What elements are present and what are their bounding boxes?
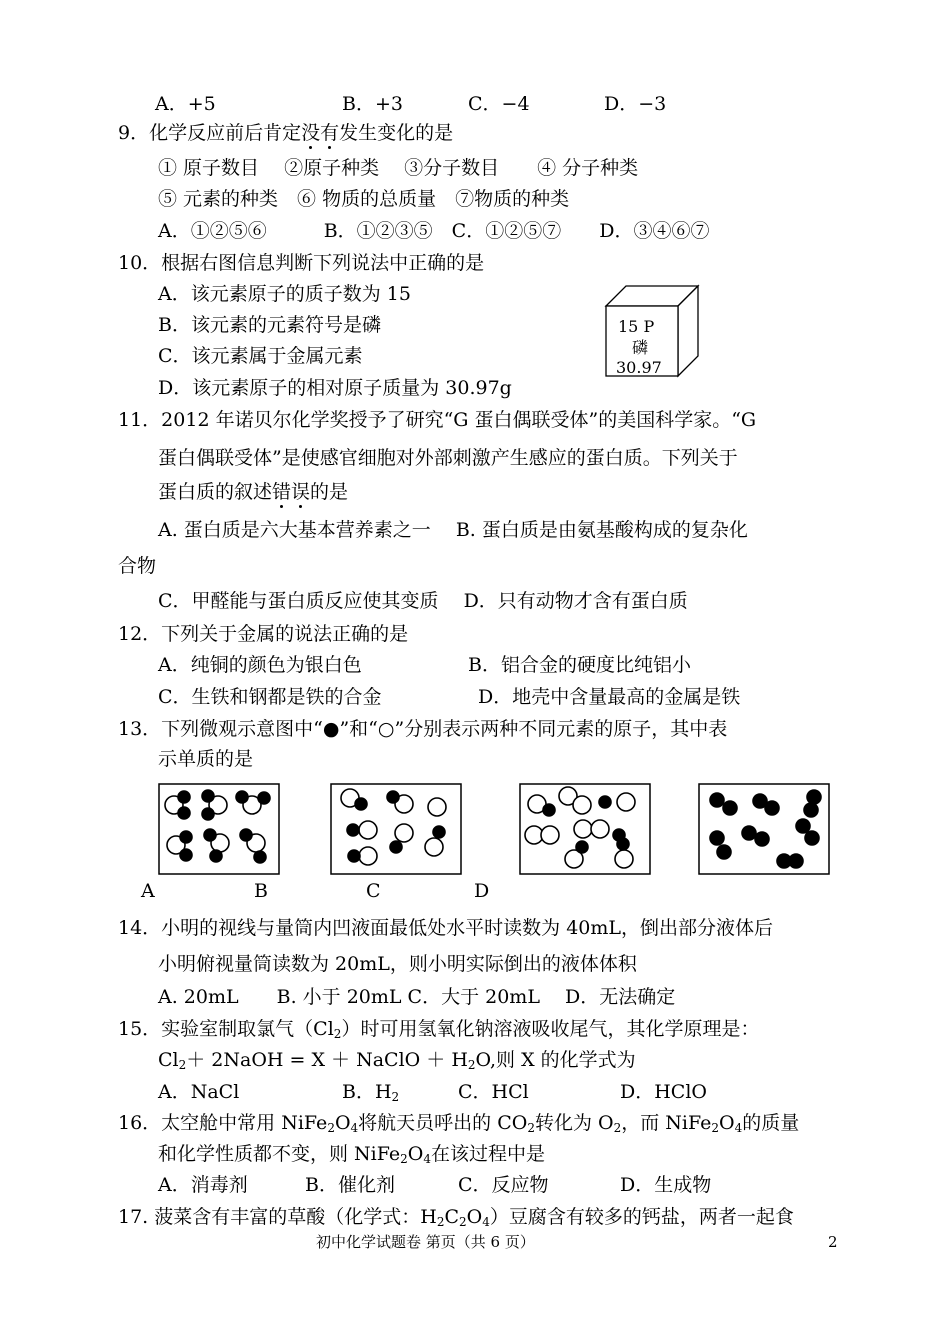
q16-line2: 和化学性质都不变，则 $NiFe_2O_4$在该过程中是	[158, 1143, 546, 1166]
q15-line1: 15．实验室制取氯气$(Cl_2)$时可用氢氧化钠溶液吸收尾气，其化学原理是：	[118, 1018, 760, 1041]
q9-items-row2: ⑤ 元素的种类 ⑥ 物质的总质量 ⑦物质的种类	[158, 188, 570, 210]
element-number-symbol: 15 P	[618, 317, 655, 336]
q10-option-d: D．该元素原子的相对原子质量为 30.97g	[158, 377, 512, 399]
particle-diagram-d	[698, 783, 832, 877]
page-footer: 初中化学试题卷 第页（共 6 页）	[316, 1233, 535, 1251]
particle-diagram-c	[519, 783, 653, 877]
q10-option-c: C．该元素属于金属元素	[158, 345, 363, 367]
element-cube-diagram	[602, 282, 702, 380]
particle-diagram-b	[330, 783, 464, 877]
q15-equation: $Cl_2+$ 2NaOH = X ＋ NaClO ＋ $H_2O$,则 X 的化学式为	[158, 1049, 636, 1072]
q8-option-a: A．+5	[155, 93, 216, 115]
q12-option-d: D．地壳中含量最高的金属是铁	[478, 686, 741, 708]
q16-option-a: A．消毒剂	[158, 1174, 248, 1196]
q14-line1: 14．小明的视线与量筒内凹液面最低处水平时读数为 40mL，倒出部分液体后	[118, 917, 774, 939]
q13-label-c: C	[366, 880, 381, 902]
q11-options-cd: C．甲醛能与蛋白质反应使其变质 D．只有动物才含有蛋白质	[158, 590, 688, 612]
q15-option-d: D．HClO	[620, 1081, 707, 1103]
q15-option-b: B．$H_2$	[342, 1081, 400, 1104]
q8-option-d: D．−3	[604, 93, 667, 115]
q11-line1: 11．2012 年诺贝尔化学奖授予了研究“G 蛋白偶联受体”的美国科学家。“G	[118, 409, 757, 431]
q11-options-ab-cont: 合物	[118, 555, 157, 577]
q15-option-c: C．HCl	[458, 1081, 529, 1103]
q16-option-b: B．催化剂	[305, 1174, 395, 1196]
q12-option-a: A．纯铜的颜色为银白色	[158, 654, 362, 676]
q17-line1: 17. 菠菜含有丰富的草酸（化学式：$H_2C_2O_4$）豆腐含有较多的钙盐，两者一起食	[118, 1206, 794, 1229]
q8-option-b: B．+3	[342, 93, 403, 115]
q9-options: A．①②⑤⑥ B．①②③⑤ C．①②⑤⑦ D．③④⑥⑦	[158, 220, 710, 242]
q10-stem: 10．根据右图信息判断下列说法中正确的是	[118, 252, 485, 274]
q12-stem: 12．下列关于金属的说法正确的是	[118, 623, 409, 645]
q11-line2: 蛋白偶联受体”是使感官细胞对外部刺激产生感应的蛋白质。下列关于	[158, 447, 738, 469]
q13-label-b: B	[254, 880, 268, 902]
q16-line1: 16．太空舱中常用 $NiFe_2O_4$将航天员呼出的 $CO_2$转化为 $O_2$，而 $NiFe_2O_4$的质量	[118, 1112, 800, 1135]
q13-label-a: A	[141, 880, 155, 902]
q9-stem: 9．化学反应前后肯定没有发生变化的是	[118, 122, 454, 144]
q10-option-a: A．该元素原子的质子数为 15	[158, 283, 411, 305]
q8-option-c: C．−4	[468, 93, 530, 115]
element-name: 磷	[632, 338, 649, 357]
particle-diagram-a	[158, 783, 282, 877]
q15-option-a: A．NaCl	[158, 1081, 240, 1103]
q12-option-b: B．铝合金的硬度比纯铝小	[468, 654, 691, 676]
q16-option-c: C．反应物	[458, 1174, 549, 1196]
q13-line1: 13．下列微观示意图中“●”和“○”分别表示两种不同元素的原子，其中表	[118, 718, 728, 740]
element-mass: 30.97	[616, 358, 662, 377]
q11-options-ab: A. 蛋白质是六大基本营养素之一 B. 蛋白质是由氨基酸构成的复杂化	[158, 519, 748, 541]
page-number: 2	[828, 1233, 838, 1251]
q9-items-row1: ① 原子数目 ②原子种类 ③分子数目 ④ 分子种类	[158, 157, 639, 179]
q16-option-d: D．生成物	[620, 1174, 712, 1196]
q12-option-c: C．生铁和钢都是铁的合金	[158, 686, 382, 708]
q13-line2: 示单质的是	[158, 748, 254, 770]
q13-label-d: D	[474, 880, 490, 902]
q14-options: A. 20mL B. 小于 20mL C．大于 20mL D．无法确定	[158, 986, 676, 1008]
q10-option-b: B．该元素的元素符号是磷	[158, 314, 381, 336]
q14-line2: 小明俯视量筒读数为 20mL，则小明实际倒出的液体体积	[158, 953, 637, 975]
q11-line3: 蛋白质的叙述错误的是	[158, 481, 349, 503]
